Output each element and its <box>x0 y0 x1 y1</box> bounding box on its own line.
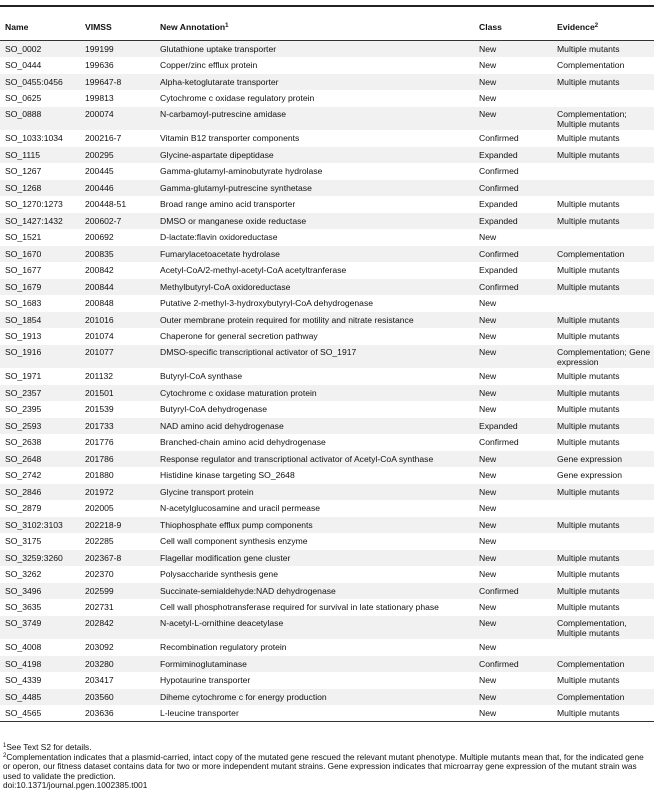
table-row <box>0 163 654 180</box>
cell-class: New <box>474 41 552 58</box>
header-annotation <box>155 13 474 41</box>
cell-name: SO_2742 <box>0 467 80 484</box>
cell-annotation: Thiophosphate efflux pump components <box>155 517 474 534</box>
cell-vimss: 203280 <box>80 656 155 673</box>
cell-annotation: Recombination regulatory protein <box>155 639 474 656</box>
cell-vimss: 200295 <box>80 147 155 164</box>
cell-evidence: Multiple mutants <box>552 74 654 91</box>
cell-class: New <box>474 550 552 567</box>
cell-evidence: Multiple mutants <box>552 368 654 385</box>
cell-vimss: 200692 <box>80 229 155 246</box>
cell-name: SO_1670 <box>0 246 80 263</box>
cell-annotation: Acetyl-CoA/2-methyl-acetyl-CoA acetyltranferase <box>155 262 474 279</box>
cell-evidence: Complementation, Multiple mutants <box>552 616 654 640</box>
cell-class: New <box>474 451 552 468</box>
header-class-text: Class <box>479 21 502 32</box>
cell-vimss: 201501 <box>80 385 155 402</box>
cell-evidence: Complementation <box>552 689 654 706</box>
cell-name: SO_0455:0456 <box>0 74 80 91</box>
cell-name: SO_2846 <box>0 484 80 501</box>
cell-evidence <box>552 90 654 107</box>
cell-vimss: 201776 <box>80 434 155 451</box>
cell-vimss: 203092 <box>80 639 155 656</box>
cell-name: SO_1679 <box>0 279 80 296</box>
cell-vimss: 203417 <box>80 672 155 689</box>
cell-annotation: Glutathione uptake transporter <box>155 41 474 58</box>
cell-class: Confirmed <box>474 656 552 673</box>
cell-annotation: Cell wall phosphotransferase required for survival in late stationary phase <box>155 599 474 616</box>
cell-vimss: 202218-9 <box>80 517 155 534</box>
cell-evidence: Multiple mutants <box>552 484 654 501</box>
table-row <box>0 434 654 451</box>
cell-name: SO_1677 <box>0 262 80 279</box>
cell-name: SO_1916 <box>0 345 80 369</box>
table-row <box>0 107 654 131</box>
table-row <box>0 213 654 230</box>
footnote-mark-2: 2 <box>594 22 599 29</box>
cell-evidence: Multiple mutants <box>552 213 654 230</box>
cell-evidence: Multiple mutants <box>552 262 654 279</box>
cell-name: SO_2357 <box>0 385 80 402</box>
table-row <box>0 672 654 689</box>
cell-evidence <box>552 639 654 656</box>
header-evidence <box>552 13 654 41</box>
table-row <box>0 90 654 107</box>
cell-class: Confirmed <box>474 434 552 451</box>
cell-name: SO_1115 <box>0 147 80 164</box>
cell-annotation: L-leucine transporter <box>155 705 474 722</box>
table-row <box>0 566 654 583</box>
cell-evidence: Multiple mutants <box>552 418 654 435</box>
cell-vimss: 202731 <box>80 599 155 616</box>
cell-evidence: Complementation <box>552 57 654 74</box>
cell-vimss: 202367-8 <box>80 550 155 567</box>
cell-class: Confirmed <box>474 163 552 180</box>
table-row <box>0 550 654 567</box>
table-row <box>0 517 654 534</box>
cell-vimss: 200848 <box>80 295 155 312</box>
cell-class: New <box>474 705 552 722</box>
cell-vimss: 201733 <box>80 418 155 435</box>
cell-vimss: 200445 <box>80 163 155 180</box>
cell-vimss: 199647-8 <box>80 74 155 91</box>
cell-vimss: 201880 <box>80 467 155 484</box>
cell-class: Confirmed <box>474 583 552 600</box>
cell-annotation: Response regulator and transcriptional activator of Acetyl-CoA synthase <box>155 451 474 468</box>
cell-annotation: Alpha-ketoglutarate transporter <box>155 74 474 91</box>
cell-class: Expanded <box>474 213 552 230</box>
cell-class: New <box>474 385 552 402</box>
cell-vimss: 202285 <box>80 533 155 550</box>
cell-vimss: 201016 <box>80 312 155 329</box>
table-row <box>0 262 654 279</box>
cell-vimss: 202370 <box>80 566 155 583</box>
cell-vimss: 201132 <box>80 368 155 385</box>
table-body <box>0 41 654 722</box>
cell-vimss: 200835 <box>80 246 155 263</box>
table-row <box>0 705 654 722</box>
table-row <box>0 401 654 418</box>
cell-class: New <box>474 401 552 418</box>
cell-name: SO_1683 <box>0 295 80 312</box>
cell-vimss: 199636 <box>80 57 155 74</box>
cell-annotation: Putative 2-methyl-3-hydroxybutyryl-CoA dehydrogenase <box>155 295 474 312</box>
cell-annotation: Outer membrane protein required for motility and nitrate resistance <box>155 312 474 329</box>
cell-vimss: 200446 <box>80 180 155 197</box>
cell-name: SO_4198 <box>0 656 80 673</box>
cell-class: Confirmed <box>474 246 552 263</box>
cell-class: New <box>474 368 552 385</box>
cell-evidence: Gene expression <box>552 451 654 468</box>
cell-annotation: Fumarylacetoacetate hydrolase <box>155 246 474 263</box>
cell-name: SO_1427:1432 <box>0 213 80 230</box>
table-row <box>0 130 654 147</box>
cell-evidence: Multiple mutants <box>552 401 654 418</box>
table-row <box>0 484 654 501</box>
cell-annotation: NAD amino acid dehydrogenase <box>155 418 474 435</box>
cell-vimss: 201786 <box>80 451 155 468</box>
table-row <box>0 656 654 673</box>
cell-class: Expanded <box>474 196 552 213</box>
cell-evidence: Multiple mutants <box>552 705 654 722</box>
table-row <box>0 418 654 435</box>
cell-class: New <box>474 599 552 616</box>
cell-annotation: Gamma-glutamyl-aminobutyrate hydrolase <box>155 163 474 180</box>
cell-annotation: N-carbamoyl-putrescine amidase <box>155 107 474 131</box>
cell-name: SO_4565 <box>0 705 80 722</box>
cell-evidence: Multiple mutants <box>552 583 654 600</box>
cell-class: Confirmed <box>474 180 552 197</box>
footnotes <box>3 743 651 791</box>
footnote-2-mark: 2 <box>3 752 7 759</box>
cell-annotation: Broad range amino acid transporter <box>155 196 474 213</box>
table-row <box>0 467 654 484</box>
cell-evidence: Multiple mutants <box>552 550 654 567</box>
cell-name: SO_1033:1034 <box>0 130 80 147</box>
header-name <box>0 13 80 41</box>
cell-evidence <box>552 295 654 312</box>
cell-annotation: Glycine-aspartate dipeptidase <box>155 147 474 164</box>
cell-name: SO_0888 <box>0 107 80 131</box>
cell-name: SO_1854 <box>0 312 80 329</box>
header-row <box>0 13 654 41</box>
table-row <box>0 328 654 345</box>
cell-class: New <box>474 616 552 640</box>
cell-annotation: N-acetylglucosamine and uracil permease <box>155 500 474 517</box>
cell-annotation: Gamma-glutamyl-putrescine synthetase <box>155 180 474 197</box>
cell-name: SO_0002 <box>0 41 80 58</box>
table-row <box>0 616 654 640</box>
cell-annotation: DMSO-specific transcriptional activator of SO_1917 <box>155 345 474 369</box>
cell-class: New <box>474 57 552 74</box>
doi-text: doi:10.1371/journal.pgen.1002385.t001 <box>3 780 148 791</box>
table-row <box>0 345 654 369</box>
cell-annotation: Flagellar modification gene cluster <box>155 550 474 567</box>
footnote-1-mark: 1 <box>3 743 7 749</box>
cell-name: SO_1971 <box>0 368 80 385</box>
cell-vimss: 199199 <box>80 41 155 58</box>
table-row <box>0 41 654 58</box>
cell-class: New <box>474 328 552 345</box>
cell-annotation: Histidine kinase targeting SO_2648 <box>155 467 474 484</box>
cell-name: SO_2638 <box>0 434 80 451</box>
cell-evidence: Multiple mutants <box>552 434 654 451</box>
cell-evidence <box>552 229 654 246</box>
cell-evidence: Multiple mutants <box>552 196 654 213</box>
cell-class: New <box>474 467 552 484</box>
cell-evidence: Multiple mutants <box>552 566 654 583</box>
table-row <box>0 147 654 164</box>
cell-annotation: Branched-chain amino acid dehydrogenase <box>155 434 474 451</box>
table-row <box>0 599 654 616</box>
cell-evidence: Multiple mutants <box>552 328 654 345</box>
cell-vimss: 200842 <box>80 262 155 279</box>
cell-name: SO_4485 <box>0 689 80 706</box>
cell-annotation: Chaperone for general secretion pathway <box>155 328 474 345</box>
cell-vimss: 200448-51 <box>80 196 155 213</box>
cell-class: New <box>474 484 552 501</box>
table-row <box>0 57 654 74</box>
cell-vimss: 199813 <box>80 90 155 107</box>
table-row <box>0 295 654 312</box>
cell-annotation: N-acetyl-L-ornithine deacetylase <box>155 616 474 640</box>
cell-vimss: 202842 <box>80 616 155 640</box>
cell-evidence: Multiple mutants <box>552 599 654 616</box>
cell-class: New <box>474 672 552 689</box>
table-row <box>0 533 654 550</box>
cell-vimss: 203636 <box>80 705 155 722</box>
cell-name: SO_2648 <box>0 451 80 468</box>
cell-vimss: 201972 <box>80 484 155 501</box>
cell-vimss: 200074 <box>80 107 155 131</box>
footnote-1-text: See Text S2 for details. <box>6 742 92 752</box>
cell-class: New <box>474 107 552 131</box>
doi-link[interactable] <box>3 781 651 791</box>
cell-name: SO_3749 <box>0 616 80 640</box>
table-row <box>0 74 654 91</box>
cell-annotation: Cell wall component synthesis enzyme <box>155 533 474 550</box>
cell-class: New <box>474 533 552 550</box>
cell-evidence: Complementation <box>552 246 654 263</box>
cell-evidence: Multiple mutants <box>552 279 654 296</box>
cell-vimss: 200844 <box>80 279 155 296</box>
table-row <box>0 451 654 468</box>
footnote-2 <box>3 753 651 782</box>
cell-annotation: Butyryl-CoA synthase <box>155 368 474 385</box>
cell-annotation: D-lactate:flavin oxidoreductase <box>155 229 474 246</box>
table-row <box>0 689 654 706</box>
cell-vimss: 201077 <box>80 345 155 369</box>
cell-evidence: Gene expression <box>552 467 654 484</box>
cell-name: SO_1521 <box>0 229 80 246</box>
cell-name: SO_4008 <box>0 639 80 656</box>
cell-class: New <box>474 312 552 329</box>
cell-name: SO_1268 <box>0 180 80 197</box>
header-vimss <box>80 13 155 41</box>
cell-name: SO_2879 <box>0 500 80 517</box>
cell-annotation: Cytochrome c oxidase maturation protein <box>155 385 474 402</box>
cell-vimss: 201074 <box>80 328 155 345</box>
header-class <box>474 13 552 41</box>
cell-vimss: 200216-7 <box>80 130 155 147</box>
cell-vimss: 203560 <box>80 689 155 706</box>
cell-class: New <box>474 74 552 91</box>
cell-annotation: Hypotaurine transporter <box>155 672 474 689</box>
cell-evidence: Complementation <box>552 656 654 673</box>
cell-annotation: Polysaccharide synthesis gene <box>155 566 474 583</box>
cell-class: New <box>474 689 552 706</box>
header-vimss-text: VIMSS <box>85 21 112 32</box>
cell-vimss: 202599 <box>80 583 155 600</box>
table-row <box>0 500 654 517</box>
cell-class: Expanded <box>474 418 552 435</box>
table-row <box>0 229 654 246</box>
cell-evidence <box>552 533 654 550</box>
cell-evidence: Complementation; Multiple mutants <box>552 107 654 131</box>
cell-vimss: 200602-7 <box>80 213 155 230</box>
cell-annotation: Glycine transport protein <box>155 484 474 501</box>
table-row <box>0 368 654 385</box>
cell-class: New <box>474 500 552 517</box>
cell-evidence: Multiple mutants <box>552 385 654 402</box>
header-evidence-text: Evidence <box>557 21 595 32</box>
cell-name: SO_2593 <box>0 418 80 435</box>
cell-class: New <box>474 90 552 107</box>
header-name-text: Name <box>5 21 29 32</box>
cell-evidence <box>552 500 654 517</box>
cell-vimss: 201539 <box>80 401 155 418</box>
cell-evidence: Multiple mutants <box>552 130 654 147</box>
cell-annotation: Succinate-semialdehyde:NAD dehydrogenase <box>155 583 474 600</box>
cell-class: Expanded <box>474 262 552 279</box>
cell-evidence: Multiple mutants <box>552 672 654 689</box>
table-row <box>0 196 654 213</box>
cell-class: Confirmed <box>474 130 552 147</box>
cell-annotation: DMSO or manganese oxide reductase <box>155 213 474 230</box>
cell-class: New <box>474 345 552 369</box>
cell-name: SO_2395 <box>0 401 80 418</box>
cell-annotation: Butyryl-CoA dehydrogenase <box>155 401 474 418</box>
header-annotation-text: New Annotation <box>160 21 226 32</box>
cell-name: SO_3175 <box>0 533 80 550</box>
cell-class: New <box>474 566 552 583</box>
cell-evidence: Multiple mutants <box>552 517 654 534</box>
cell-name: SO_4339 <box>0 672 80 689</box>
cell-class: Expanded <box>474 147 552 164</box>
cell-annotation: Formiminoglutaminase <box>155 656 474 673</box>
table-row <box>0 639 654 656</box>
table-row <box>0 583 654 600</box>
cell-name: SO_1270:1273 <box>0 196 80 213</box>
footnote-mark-1: 1 <box>225 22 229 29</box>
cell-class: New <box>474 295 552 312</box>
cell-name: SO_3635 <box>0 599 80 616</box>
cell-name: SO_3102:3103 <box>0 517 80 534</box>
cell-evidence <box>552 163 654 180</box>
cell-annotation: Cytochrome c oxidase regulatory protein <box>155 90 474 107</box>
cell-class: New <box>474 229 552 246</box>
table-row <box>0 385 654 402</box>
cell-annotation: Methylbutyryl-CoA oxidoreductase <box>155 279 474 296</box>
cell-annotation: Copper/zinc efflux protein <box>155 57 474 74</box>
table-row <box>0 246 654 263</box>
top-rule <box>0 5 654 7</box>
cell-annotation: Vitamin B12 transporter components <box>155 130 474 147</box>
cell-evidence <box>552 180 654 197</box>
cell-annotation: Diheme cytochrome c for energy production <box>155 689 474 706</box>
cell-evidence: Multiple mutants <box>552 147 654 164</box>
cell-evidence: Complementation; Gene expression <box>552 345 654 369</box>
table-row <box>0 312 654 329</box>
cell-name: SO_0625 <box>0 90 80 107</box>
table-row <box>0 279 654 296</box>
cell-name: SO_3496 <box>0 583 80 600</box>
cell-class: New <box>474 517 552 534</box>
cell-evidence: Multiple mutants <box>552 41 654 58</box>
cell-evidence: Multiple mutants <box>552 312 654 329</box>
footnote-2-text: Complementation indicates that a plasmid-carried, intact copy of the mutated gene rescued the relevant mutant phenotype. Multiple mutants mean that, for the indicated gene or operon, our fitness dataset contains data for two or more independent mutant strains. Gene expression indicates that microarray gene expression of the mutant strain was used to validate the prediction. <box>3 751 644 781</box>
table-row <box>0 180 654 197</box>
annotation-table <box>0 13 654 722</box>
cell-name: SO_3259:3260 <box>0 550 80 567</box>
cell-class: New <box>474 639 552 656</box>
cell-vimss: 202005 <box>80 500 155 517</box>
cell-name: SO_3262 <box>0 566 80 583</box>
cell-name: SO_1267 <box>0 163 80 180</box>
cell-class: Confirmed <box>474 279 552 296</box>
cell-name: SO_1913 <box>0 328 80 345</box>
cell-name: SO_0444 <box>0 57 80 74</box>
